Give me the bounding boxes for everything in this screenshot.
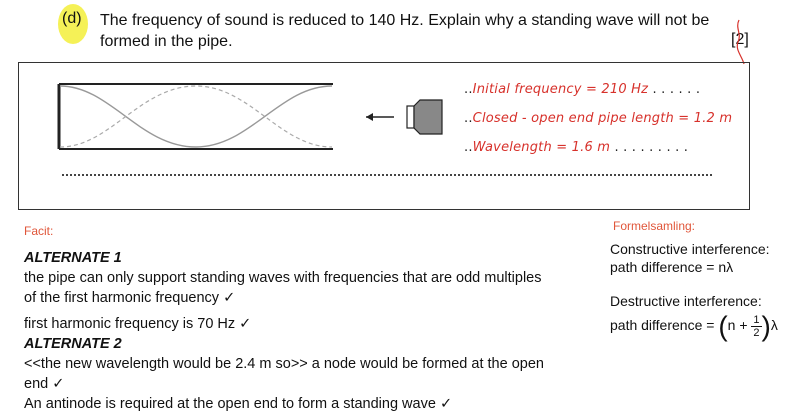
formula-sheet — [610, 240, 778, 342]
wave-dashed — [60, 86, 332, 147]
wave-solid — [60, 86, 332, 147]
arrow-left-icon — [366, 113, 394, 121]
question-label: (d) — [62, 10, 82, 27]
question-line-2: formed in the pipe. — [100, 33, 233, 50]
handwriting-line-1: ..Initial frequency = 210 Hz . . . . . . — [464, 82, 701, 97]
destructive-title: Destructive interference: — [610, 293, 762, 309]
answer-dotted-line — [62, 172, 712, 176]
alternate-1-line-3: first harmonic frequency is 70 Hz ✓ — [24, 316, 252, 332]
fraction-one-half: $\frac{1}{2}$ — [753, 314, 760, 339]
alternate-2-line-1: <<the new wavelength would be 2.4 m so>> a node would be formed at the open — [24, 356, 544, 372]
loudspeaker-icon — [407, 100, 442, 134]
alternate-2-line-2: end ✓ — [24, 376, 65, 392]
alternate-1-line-2: of the first harmonic frequency ✓ — [24, 290, 236, 306]
facit-body — [24, 248, 614, 414]
facit-label: Facit: — [24, 224, 54, 238]
constructive-formula: path difference = nλ — [610, 259, 734, 275]
alternate-1-title: ALTERNATE 1 — [24, 250, 122, 266]
pipe-outline — [59, 84, 333, 149]
alternate-2-line-3: An antinode is required at the open end to form a standing wave ✓ — [24, 396, 453, 412]
question-line-1: The frequency of sound is reduced to 140 Hz. Explain why a standing wave will not be — [100, 12, 710, 29]
handwriting-line-3: ..Wavelength = 1.6 m . . . . . . . . . — [464, 140, 689, 155]
alternate-1-line-1: the pipe can only support standing waves with frequencies that are odd multiples — [24, 270, 542, 286]
marks-label: [2] — [731, 31, 749, 48]
alternate-2-title: ALTERNATE 2 — [24, 336, 122, 352]
formelsamling-label: Formelsamling: — [613, 219, 696, 233]
destructive-formula: path difference = (n + $\frac{1}{2}$ )λ — [610, 310, 778, 342]
constructive-title: Constructive interference: — [610, 241, 770, 257]
handwriting-line-2: ..Closed - open end pipe length = 1.2 m — [464, 111, 733, 126]
